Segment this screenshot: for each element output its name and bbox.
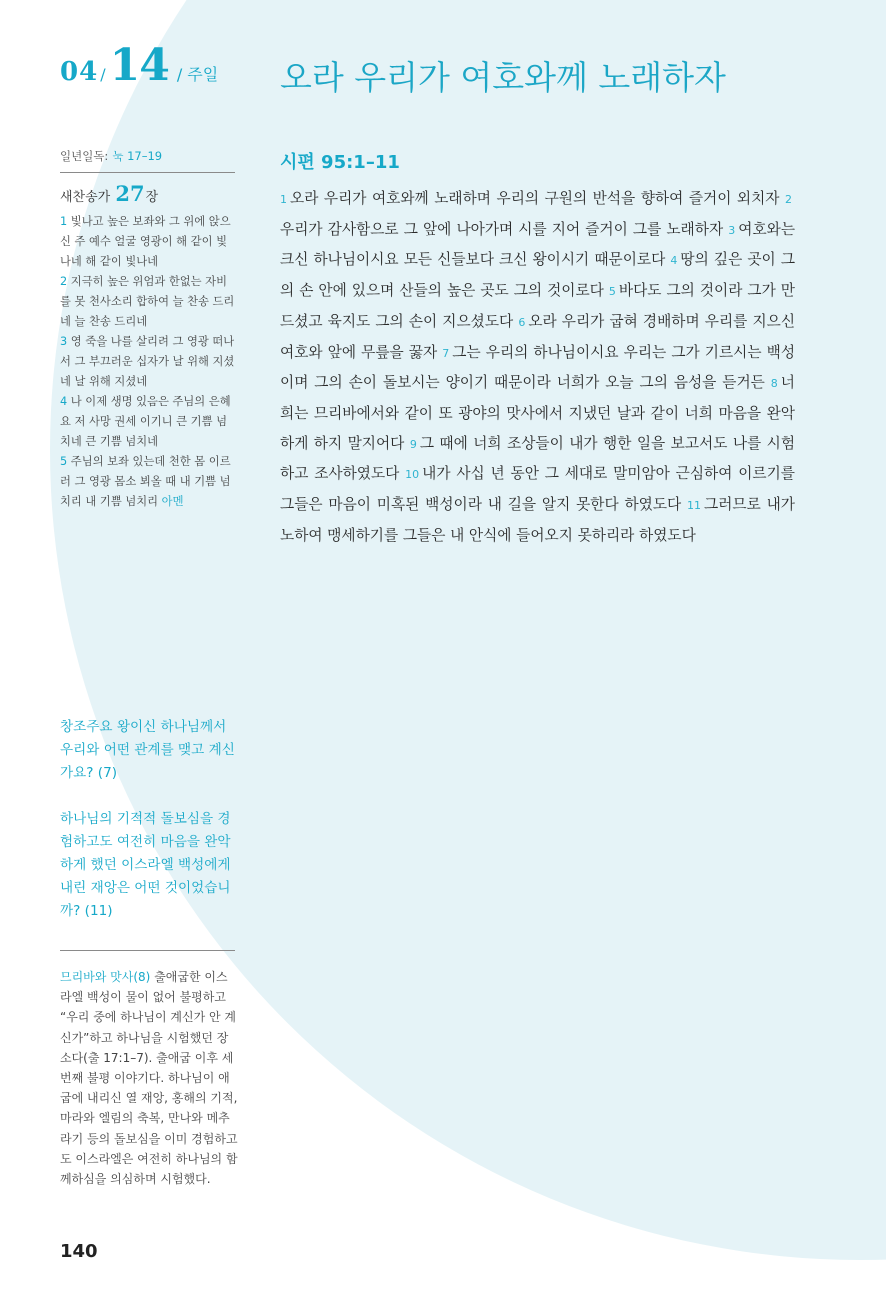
verse-text: 오라 우리가 굽혀 경배하며 우리를 지으신 여호와 앞에 무릎을 꿇자 [280,312,796,361]
hymn-verse-number: 2 [60,275,68,288]
reflection-questions [60,716,240,946]
hymn-verse-text: 나 이제 생명 있음은 주님의 은혜요 저 사망 권세 이기니 큰 기쁨 넘치네 큰 기쁨 넘치네 [60,395,231,448]
hymn-verse-number: 5 [60,455,68,468]
hymn-verse-number: 3 [60,335,68,348]
hymn-verse-text: 빛나고 높은 보좌와 그 위에 앉으신 주 예수 얼굴 영광이 해 같이 빛나네 해 같이 빛나네 [60,215,231,268]
question: 창조주요 왕이신 하나님께서 우리와 어떤 관계를 맺고 계신가요? (7) [60,719,235,781]
hymn-verse-text: 지극히 높은 위엄과 한없는 자비를 못 천사소리 합하여 늘 찬송 드리네 늘 찬송 드리네 [60,275,235,328]
hymn-verse-number: 1 [60,215,68,228]
verse-number: 4 [670,254,678,268]
verse-number: 7 [442,346,450,360]
note-divider [60,950,235,951]
note-term: 므리바와 맛사(8) [60,970,151,984]
verse-number: 8 [770,377,778,391]
hymn-number: 27 [115,181,145,206]
hymn-verse [60,272,235,332]
hymn-prefix: 새찬송가 [60,190,111,205]
date-day: 14 [109,40,169,91]
hymn-verse [60,212,235,272]
hymn-verse [60,332,235,392]
hymn-heading [60,181,235,206]
verse-text: 그러므로 내가 노하여 맹세하기를 그들은 내 안식에 들어오지 못하리라 하였도다 [280,496,795,544]
verse-text: 너희는 므리바에서와 같이 또 광야의 맛사에서 지냈던 날과 같이 너희 마음을 완악하게 하지 말지어다 [280,374,795,452]
verse-number: 5 [608,285,616,299]
note-text: 출애굽한 이스라엘 백성이 물이 없어 불평하고 “우리 중에 하나님이 계신가 안 계신가”하고 하나님을 시험했던 장소다(출 17:1–7). 출애굽 이후 세 번째 불평 이야기다. 하나님이 애굽에 내리신 열 재앙, 홍해의 기적, 마라와 엘림의 축복, 만나와 메추라기 등의 돌보심을 이미 경험하고도 이스라엘은 여전히 하나님의 함께하심을 의심하며 시험했다. [60,970,238,1187]
verse-text: 오라 우리가 여호와께 노래하며 우리의 구원의 반석을 향하여 즐거이 외치자 [290,190,780,207]
hymn-verse-text: 주님의 보좌 있는데 천한 몸 이르러 그 영광 몸소 뵈올 때 내 기쁨 넘치리 내 기쁨 넘치리 [60,455,231,508]
verse-number: 2 [785,193,793,206]
hymn-suffix: 장 [145,190,159,205]
hymn-verse-number: 4 [60,395,68,408]
page-number: 140 [60,1241,98,1262]
sidebar [60,148,235,512]
page-title: 오라 우리가 여호와께 노래하자 [280,58,726,97]
verse-number: 6 [518,315,526,329]
verse-text: 바다도 그의 것이라 그가 만드셨고 육지도 그의 손이 지으셨도다 [280,282,795,330]
question: 하나님의 기적적 돌보심을 경험하고도 여전히 마음을 완악하게 했던 이스라엘 백성에게 내린 재앙은 어떤 것이었습니까? (11) [60,811,231,919]
reading-label: 일년일독: [60,149,109,163]
verse-number: 11 [687,499,702,513]
hymn-verse-text: 영 죽을 나를 살리려 그 영광 떠나서 그 부끄러운 십자가 날 위해 지셨네 날 위해 지셨네 [60,335,235,388]
reading-reference: 눅 17–19 [112,149,163,163]
verse-text: 땅의 깊은 곳이 그의 손 안에 있으며 산들의 높은 곳도 그의 것이로다 [280,251,796,300]
verse-text: 내가 사십 년 동안 그 세대로 말미암아 근심하여 이르기를 그들은 마음이 미혹된 백성이라 내 길을 알지 못한다 하였도다 [280,465,795,514]
verse-number: 10 [405,468,420,482]
verse-number: 3 [728,223,736,237]
hymn-verse [60,392,235,452]
glossary-note [60,967,238,1189]
hymn-verse [60,452,235,512]
verse-text: 그 때에 너희 조상들이 내가 행한 일을 보고서도 나를 시험하고 조사하였도다 [280,434,796,483]
date-month: 04 [60,57,99,87]
verse-text: 여호와는 크신 하나님이시요 모든 신들보다 크신 왕이시기 때문이로다 [280,220,796,269]
verse-text: 그는 우리의 하나님이시요 우리는 그가 기르시는 백성이며 그의 손이 돌보시는 양이기 때문이라 너희가 오늘 그의 음성을 듣거든 [280,343,796,392]
date-header [60,40,218,100]
verse-number: 1 [280,193,287,206]
verse-number: 9 [409,437,417,451]
date-weekday: / 주일 [176,65,219,84]
scripture-passage [280,184,795,550]
annual-reading [60,148,235,164]
verse-text: 우리가 감사함으로 그 앞에 나아가며 시를 지어 즐거이 그를 노래하자 [280,220,724,238]
hymn-lyrics [60,212,235,512]
date-slash: / [100,65,106,84]
scripture-reference: 시편 95:1–11 [280,152,400,173]
hymn-amen: 아멘 [161,495,184,508]
sidebar-divider [60,172,235,173]
